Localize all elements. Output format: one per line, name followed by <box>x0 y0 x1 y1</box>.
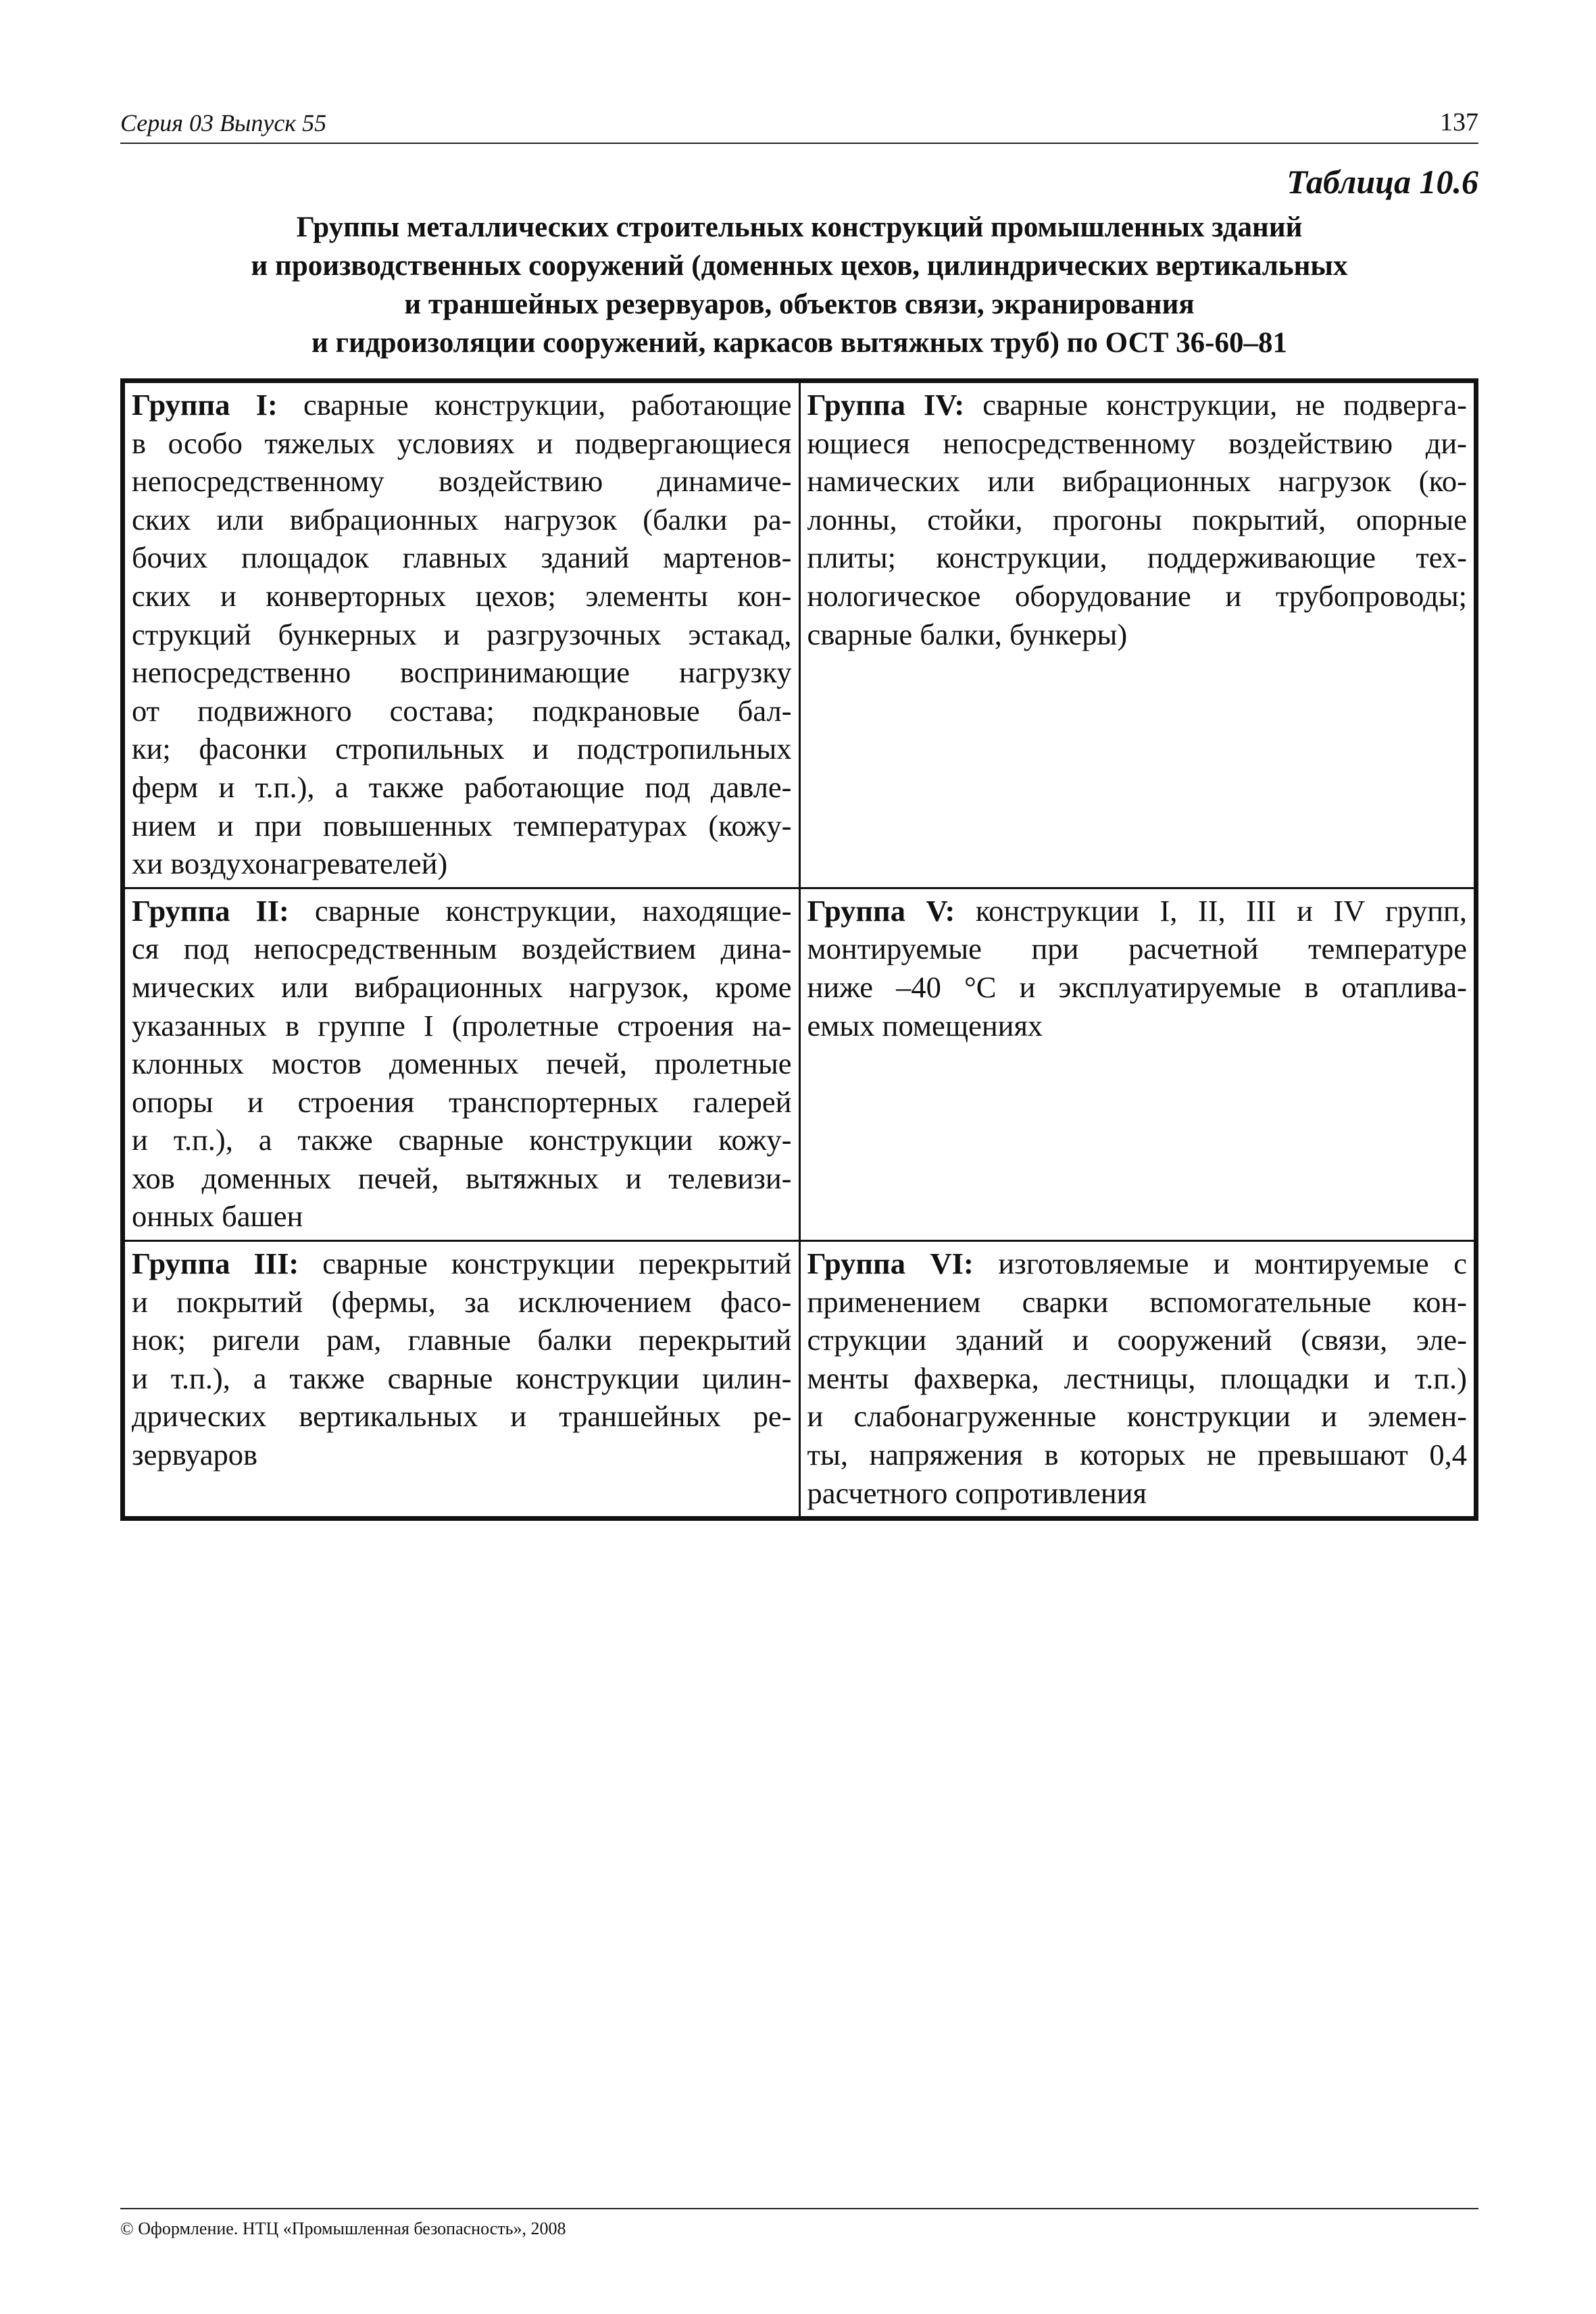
group-text-line: лонны, стойки, прогоны покрытий, опорные <box>807 502 1467 536</box>
group-text: сварные конструкции, находящие- <box>289 893 792 928</box>
table-title <box>120 208 1478 362</box>
group-text-line: струкций бункерных и разгрузочных эстакад, <box>132 617 792 651</box>
group-text-line: указанных в группе I (пролетные строения на- <box>132 1008 792 1042</box>
group-text: конструкции I, II, III и IV групп, <box>955 893 1467 928</box>
group-3-cell <box>124 1241 800 1517</box>
group-text-line <box>132 386 792 424</box>
table-title-line: и траншейных резервуаров, объектов связи, экранирования <box>404 288 1195 320</box>
group-text-line: ты, напряжения в которых не превышают 0,4 <box>807 1438 1467 1472</box>
group-text-line: дрических вертикальных и траншейных ре- <box>132 1399 792 1434</box>
running-header <box>120 105 1478 144</box>
group-text-line <box>132 892 792 930</box>
group-text-line: нием и при повышенных температурах (кожу- <box>132 808 792 842</box>
table-label: Таблица 10.6 <box>1287 163 1478 201</box>
group-text-line: опоры и строения транспортерных галерей <box>132 1084 792 1119</box>
table-title-line: Группы металлических строительных конструкций промышленных зданий <box>296 211 1303 243</box>
group-2-cell <box>124 888 800 1240</box>
group-text-line: применением сварки вспомогательные кон- <box>807 1284 1467 1319</box>
group-text: изготовляемые и монтируемые с <box>973 1247 1467 1281</box>
table-title-line: и производственных сооружений (доменных цехов, цилиндрических вертикальных <box>251 250 1348 282</box>
group-6-cell <box>799 1241 1475 1517</box>
group-text-line: от подвижного состава; подкрановые бал- <box>132 693 792 728</box>
group-text-line: в особо тяжелых условиях и подвергающиеся <box>132 426 792 460</box>
group-text-line: мических или вибрационных нагрузок, кроме <box>132 970 792 1004</box>
group-text-line: ниже –40 °С и эксплуатируемые в отаплива- <box>807 970 1467 1004</box>
group-text-line: хов доменных печей, вытяжных и телевизи- <box>132 1161 792 1195</box>
group-5-cell <box>799 888 1475 1240</box>
group-text-line: непосредственно воспринимающие нагрузку <box>132 655 792 690</box>
group-text-line: нологическое оборудование и трубопроводы; <box>807 578 1467 613</box>
groups-table <box>120 378 1478 1521</box>
group-label: Группа IV: <box>807 388 965 422</box>
group-1-cell <box>124 382 800 888</box>
group-text-line: и слабонагруженные конструкции и элемен- <box>807 1399 1467 1434</box>
copyright-text: © Оформление. НТЦ «Промышленная безопасность», 2008 <box>120 2219 566 2238</box>
group-text-line: сварные балки, бункеры) <box>807 617 1128 651</box>
group-text-line: непосредственному воздействию динамиче- <box>132 464 792 499</box>
group-text-line: монтируемые при расчетной температуре <box>807 932 1467 966</box>
page-number: 137 <box>1440 108 1478 136</box>
group-text-line: ских и конверторных цехов; элементы кон- <box>132 578 792 613</box>
group-text-line: ся под непосредственным воздействием дина- <box>132 932 792 966</box>
group-text: сварные конструкции, работающие <box>277 388 792 422</box>
group-text-line: и т.п.), а также сварные конструкции цилин- <box>132 1361 792 1395</box>
group-text-line: менты фахверка, лестницы, площадки и т.п.) <box>807 1361 1467 1395</box>
group-text-line <box>807 892 1468 930</box>
page-footer <box>120 2208 1478 2238</box>
group-text-line <box>807 386 1468 424</box>
group-text-line: ских или вибрационных нагрузок (балки ра- <box>132 502 792 536</box>
group-text-line: клонных мостов доменных печей, пролетные <box>132 1047 792 1081</box>
group-text-line: намических или вибрационных нагрузок (ко- <box>807 464 1467 499</box>
group-text-line: и покрытий (фермы, за исключением фасо- <box>132 1284 792 1319</box>
group-label: Группа I: <box>132 388 278 422</box>
group-text-line: плиты; конструкции, поддерживающие тех- <box>807 540 1467 575</box>
group-text: сварные конструкции перекрытий <box>299 1247 792 1281</box>
group-text-line: и т.п.), а также сварные конструкции кожу- <box>132 1123 792 1157</box>
group-text: сварные конструкции, не подверга- <box>964 388 1467 422</box>
group-label: Группа VI: <box>807 1247 974 1281</box>
group-text-line: зервуаров <box>132 1438 257 1472</box>
group-text-line: хи воздухонагревателей) <box>132 847 448 881</box>
group-label: Группа V: <box>807 893 955 928</box>
table-row <box>124 382 1475 888</box>
group-label: Группа II: <box>132 893 289 928</box>
group-text-line: ферм и т.п.), а также работающие под давле- <box>132 770 792 804</box>
series-label: Серия 03 Выпуск 55 <box>120 109 327 136</box>
table-row <box>124 1241 1475 1517</box>
group-text-line <box>807 1244 1468 1283</box>
group-text-line: струкции зданий и сооружений (связи, эле- <box>807 1323 1467 1357</box>
group-label: Группа III: <box>132 1247 299 1281</box>
group-text-line: расчетного сопротивления <box>807 1476 1147 1510</box>
table-title-line: и гидроизоляции сооружений, каркасов вытяжных труб) по ОСТ 36-60–81 <box>311 327 1287 359</box>
group-text-line: емых помещениях <box>807 1008 1043 1042</box>
group-text-line: бочих площадок главных зданий мартенов- <box>132 540 792 575</box>
group-4-cell <box>799 382 1475 888</box>
table-row <box>124 888 1475 1240</box>
group-text-line: онных башен <box>132 1199 303 1234</box>
group-text-line: ющиеся непосредственному воздействию ди- <box>807 426 1467 460</box>
group-text-line <box>132 1244 792 1283</box>
group-text-line: нок; ригели рам, главные балки перекрытий <box>132 1323 792 1357</box>
group-text-line: ки; фасонки стропильных и подстропильных <box>132 732 792 766</box>
